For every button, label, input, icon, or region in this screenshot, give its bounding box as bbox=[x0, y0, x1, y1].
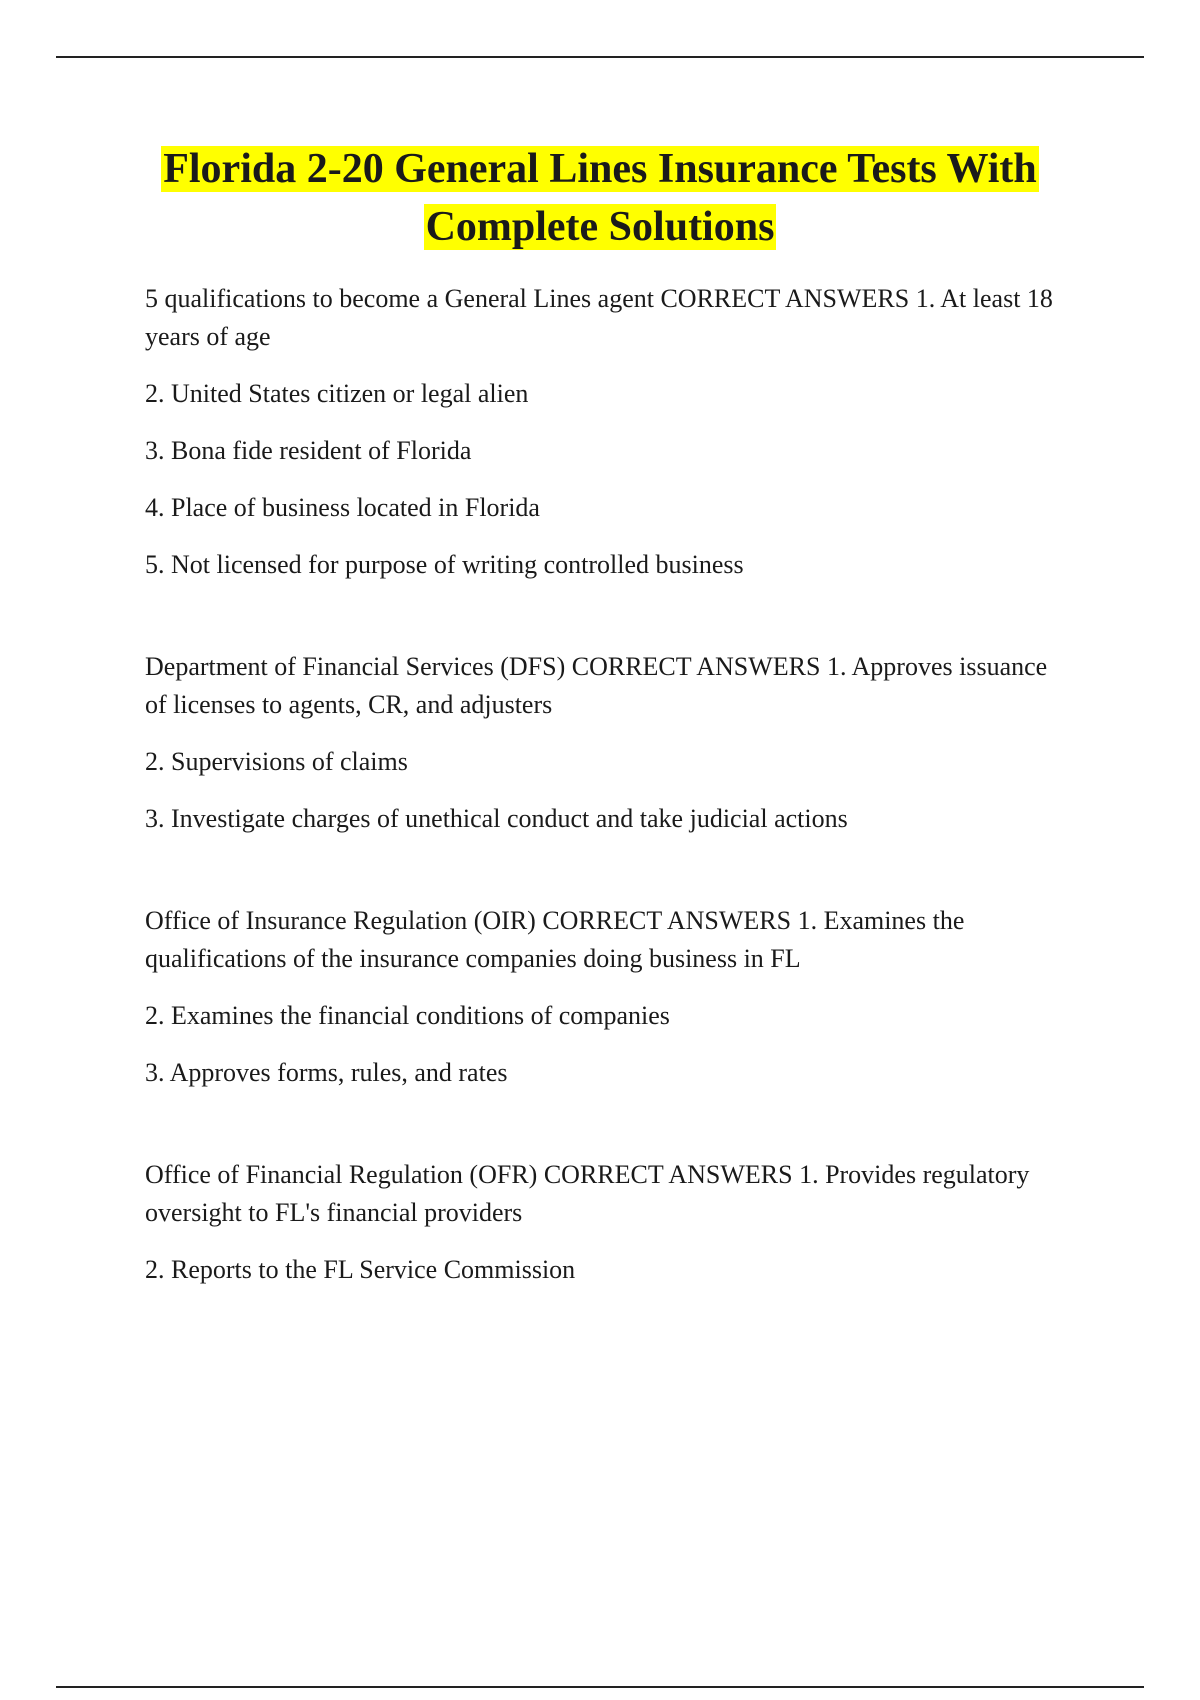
page-title bbox=[100, 140, 1100, 256]
paragraph: 4. Place of business located in Florida bbox=[145, 493, 540, 522]
paragraph: 2. Examines the financial conditions of companies bbox=[145, 1001, 670, 1030]
paragraph: 2. United States citizen or legal alien bbox=[145, 379, 529, 408]
bottom-rule bbox=[56, 1686, 1144, 1688]
section-oir bbox=[145, 902, 1065, 1092]
paragraph: 2. Reports to the FL Service Commission bbox=[145, 1255, 576, 1284]
document-body bbox=[145, 280, 1065, 1308]
title-line-1: Florida 2-20 General Lines Insurance Tests With bbox=[163, 146, 1037, 192]
paragraph: 5 qualifications to become a General Lines agent CORRECT ANSWERS 1. At least 18 years of age bbox=[145, 284, 1053, 351]
paragraph: Office of Insurance Regulation (OIR) CORRECT ANSWERS 1. Examines the qualifications of the insurance companies doing business in FL bbox=[145, 906, 965, 973]
paragraph: Department of Financial Services (DFS) CORRECT ANSWERS 1. Approves issuance of licenses to agents, CR, and adjusters bbox=[145, 652, 1048, 719]
paragraph: 3. Bona fide resident of Florida bbox=[145, 436, 472, 465]
paragraph: Office of Financial Regulation (OFR) CORRECT ANSWERS 1. Provides regulatory oversight to FL's financial providers bbox=[145, 1160, 1030, 1227]
paragraph: 2. Supervisions of claims bbox=[145, 747, 408, 776]
paragraph: 3. Investigate charges of unethical conduct and take judicial actions bbox=[145, 804, 848, 833]
section-ofr bbox=[145, 1156, 1065, 1289]
section-dfs bbox=[145, 648, 1065, 838]
paragraph: 5. Not licensed for purpose of writing controlled business bbox=[145, 550, 744, 579]
paragraph: 3. Approves forms, rules, and rates bbox=[145, 1058, 508, 1087]
section-general-lines-qualifications bbox=[145, 280, 1065, 584]
top-rule bbox=[56, 56, 1144, 58]
title-line-2: Complete Solutions bbox=[425, 204, 775, 250]
